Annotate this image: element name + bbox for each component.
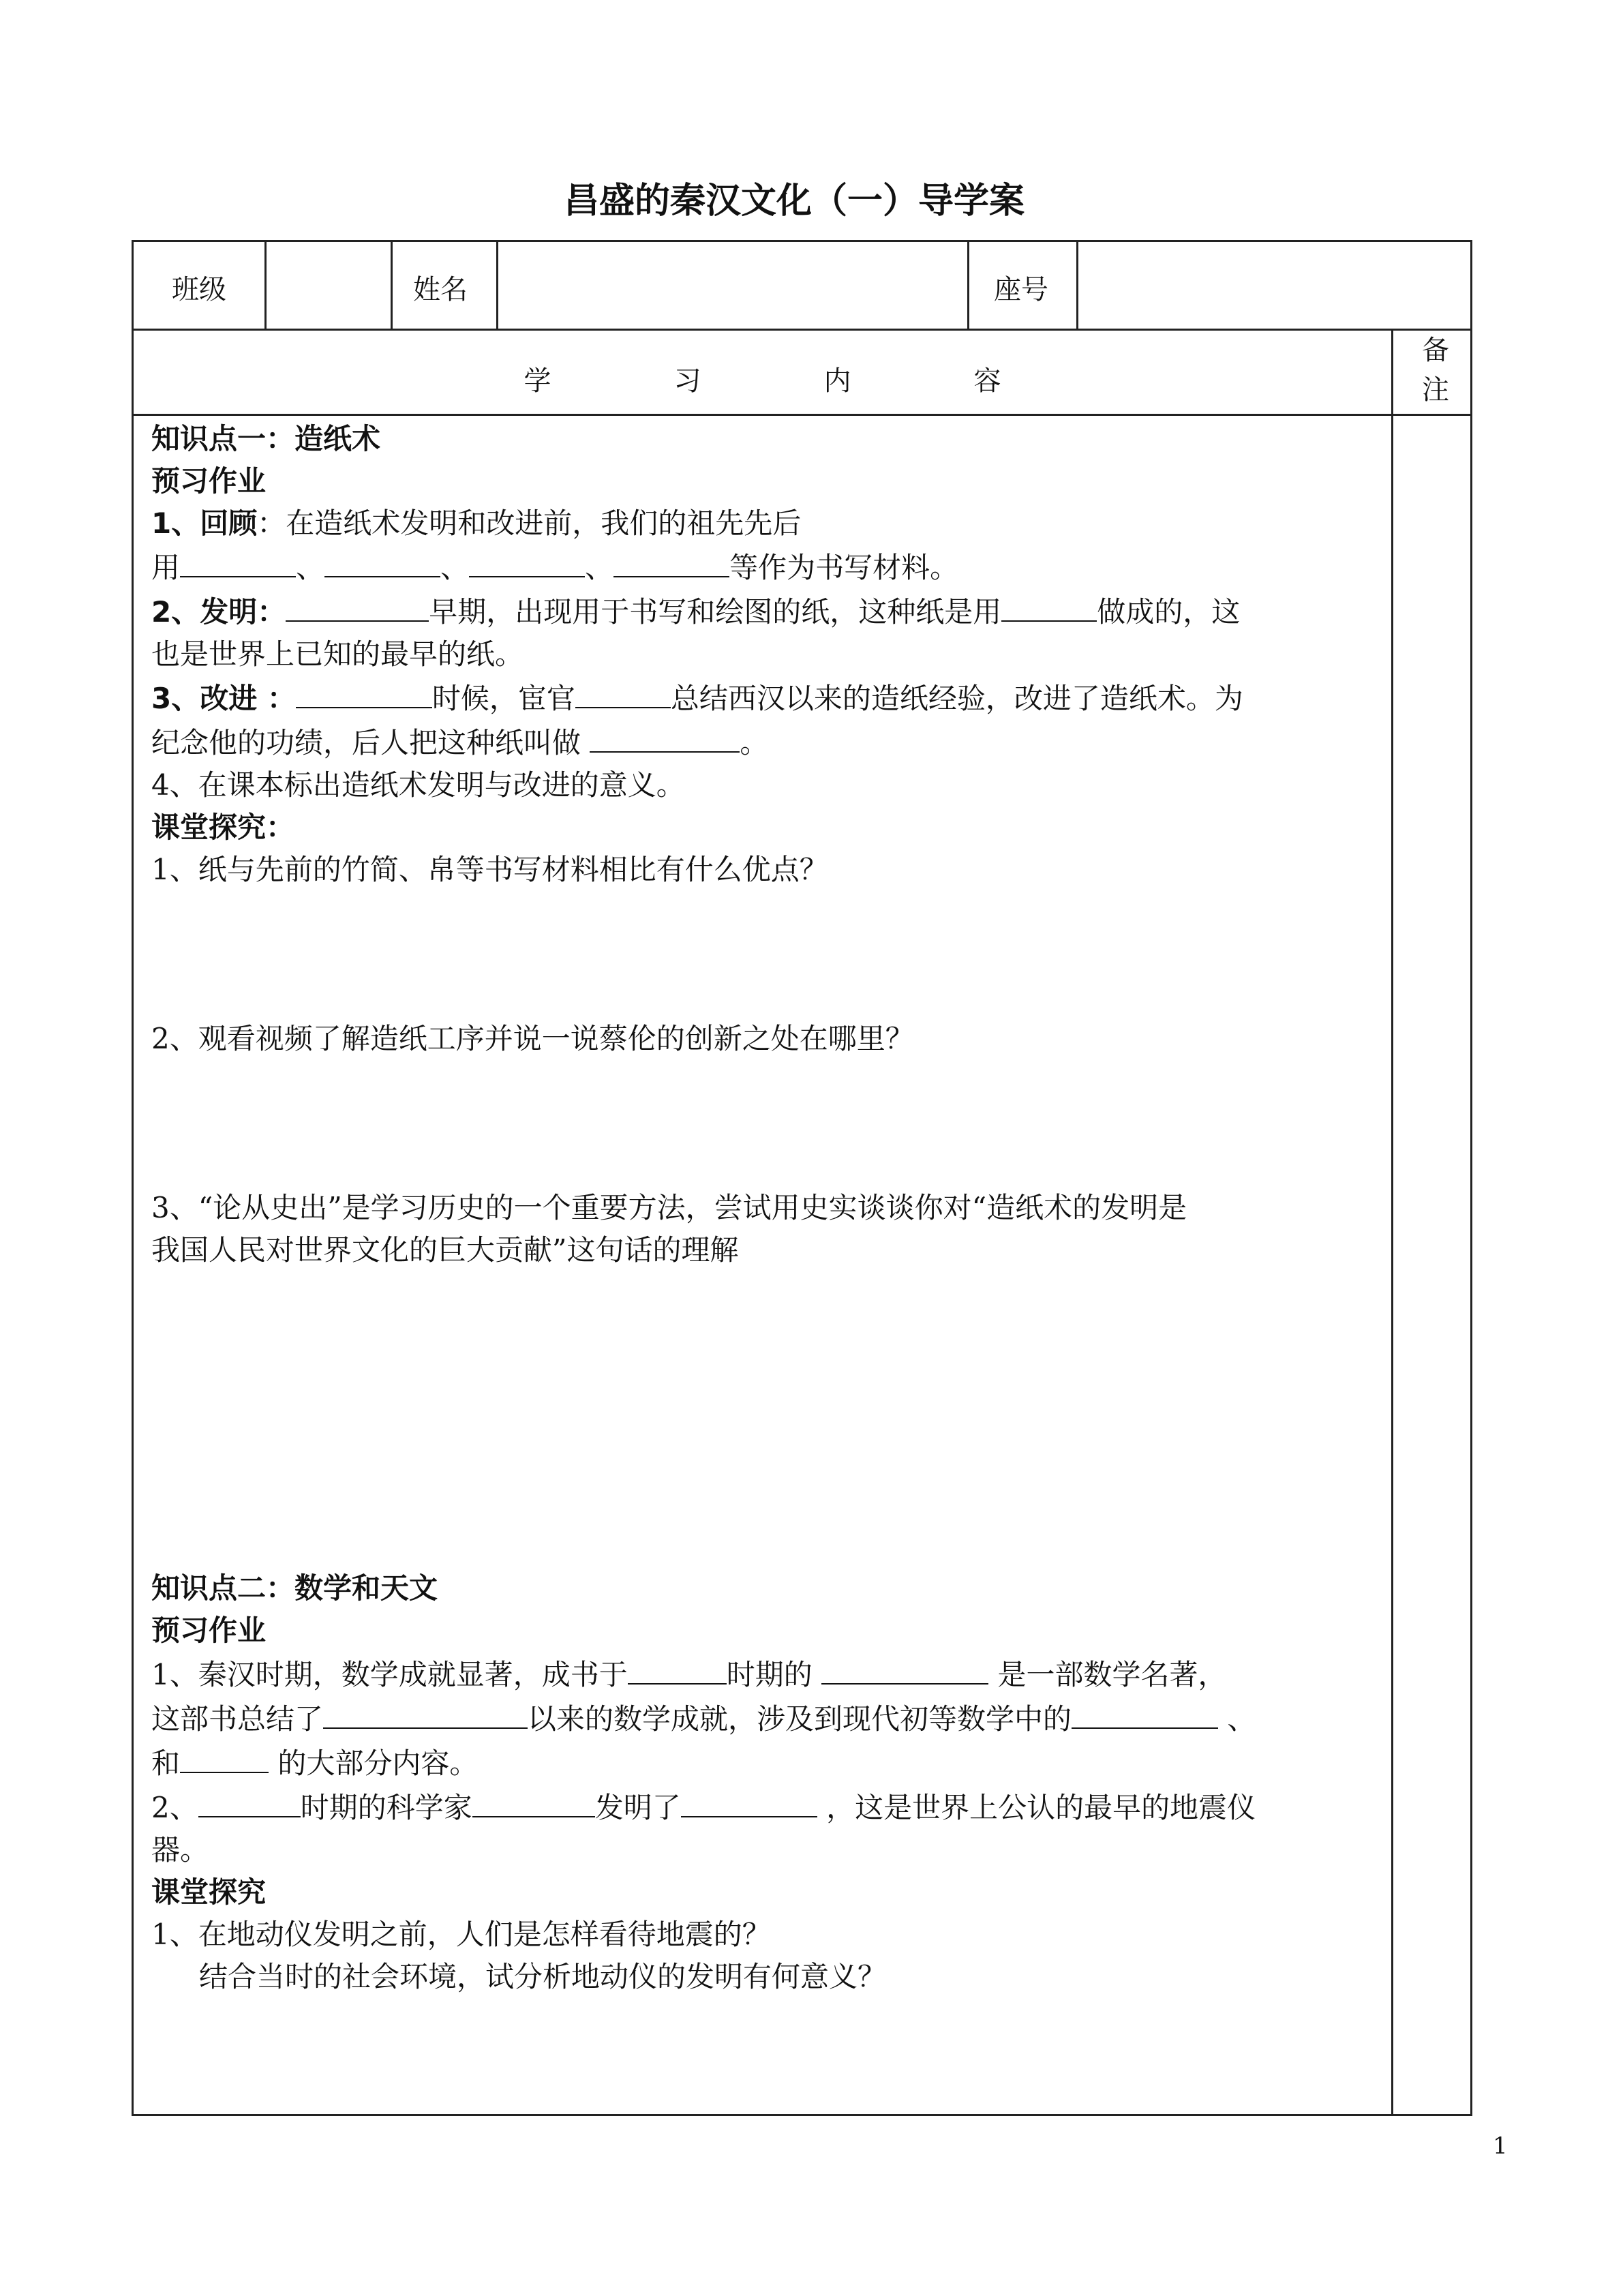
answer-blank[interactable] — [286, 589, 429, 622]
question — [151, 589, 1378, 633]
question — [151, 676, 1378, 720]
page-number: 1 — [1493, 2132, 1508, 2160]
question-text: 纪念他的功绩，后人把这种纸叫做 — [151, 726, 581, 759]
inquiry-question: 1、在地动仪发明之前，人们是怎样看待地震的？ — [151, 1918, 771, 1951]
answer-blank[interactable] — [324, 545, 440, 577]
question-line: 器。 — [151, 1833, 209, 1867]
question-text: 发明了 — [594, 1791, 681, 1824]
header-row-divider — [134, 329, 1470, 331]
question-text: 。 — [740, 726, 769, 759]
question-text: 2、 — [151, 1791, 198, 1824]
separator: 、 — [296, 551, 325, 584]
question-number: 1、回顾 — [151, 507, 258, 540]
answer-blank[interactable] — [472, 1785, 595, 1817]
inquiry-question: 1、纸与先前的竹简、帛等书写材料相比有什么优点？ — [151, 853, 828, 886]
question-line — [151, 1696, 1378, 1740]
question-text: 1、秦汉时期，数学成就显著，成书于 — [151, 1658, 628, 1691]
inquiry-question-line: 结合当时的社会环境，试分析地动仪的发明有何意义？ — [199, 1960, 887, 1993]
answer-blank[interactable] — [469, 545, 585, 577]
seat-field[interactable] — [1095, 268, 1449, 309]
inquiry-question: 3、“论从史出”是学习历史的一个重要方法，尝试用史实谈谈你对“造纸术的发明是 — [151, 1191, 1187, 1224]
question-text: 时期的科学家 — [300, 1791, 472, 1824]
separator: 、 — [440, 551, 470, 584]
question-text: 的大部分内容。 — [277, 1747, 479, 1780]
answer-blank[interactable] — [681, 1785, 817, 1817]
question-number: 2、发明： — [151, 595, 286, 629]
answer-blank[interactable] — [1001, 589, 1097, 622]
answer-blank[interactable] — [613, 545, 729, 577]
column-divider — [967, 242, 969, 329]
answer-blank[interactable] — [180, 545, 296, 577]
answer-blank[interactable] — [590, 720, 740, 753]
question-line — [151, 545, 1378, 589]
heading-char: 学 — [524, 365, 551, 397]
question — [151, 502, 1378, 545]
question-line: 也是世界上已知的最早的纸。 — [151, 637, 524, 671]
inquiry-heading: 课堂探究 — [151, 1875, 267, 1909]
inquiry-question-line: 我国人民对世界文化的巨大贡献”这句话的理解 — [151, 1233, 739, 1267]
question-line — [151, 1740, 1378, 1785]
question: 4、在课本标出造纸术发明与改进的意义。 — [151, 768, 685, 802]
question-text: 是一部数学名著， — [997, 1658, 1227, 1691]
heading-row-divider — [134, 414, 1470, 416]
question-line — [151, 720, 1378, 764]
notes-heading-char: 注 — [1422, 374, 1449, 406]
column-divider — [264, 242, 267, 329]
section-title: 知识点一：造纸术 — [151, 422, 381, 455]
answer-blank[interactable] — [296, 676, 432, 708]
answer-blank[interactable] — [628, 1652, 727, 1685]
question-text: ：在造纸术发明和改进前，我们的祖先先后 — [257, 507, 802, 540]
study-content — [151, 418, 1378, 1998]
question-text: 以来的数学成就，涉及到现代初等数学中的 — [528, 1702, 1072, 1736]
answer-space[interactable] — [151, 1060, 1378, 1187]
class-label: 班级 — [172, 274, 226, 305]
inquiry-question: 2、观看视频了解造纸工序并说一说蔡伦的创新之处在哪里？ — [151, 1022, 914, 1055]
worksheet-title: 昌盛的秦汉文化（一）导学案 — [563, 181, 1025, 222]
answer-blank[interactable] — [198, 1785, 301, 1817]
preview-heading: 预习作业 — [151, 464, 267, 498]
question-text: 时期的 — [726, 1658, 813, 1691]
question — [151, 1652, 1378, 1696]
question-text: 时候，宦官 — [431, 682, 575, 715]
heading-char: 习 — [673, 365, 701, 397]
answer-space[interactable] — [151, 891, 1378, 1018]
answer-blank[interactable] — [575, 676, 671, 708]
heading-char: 内 — [823, 365, 851, 397]
question — [151, 1785, 1378, 1829]
notes-heading-char: 备 — [1422, 335, 1449, 366]
answer-blank[interactable] — [1072, 1696, 1218, 1729]
question-text: 这部书总结了 — [151, 1702, 324, 1736]
preview-heading: 预习作业 — [151, 1614, 267, 1647]
question-text: ，这是世界上公认的最早的地震仪 — [826, 1791, 1256, 1824]
question-text: 、 — [1227, 1702, 1256, 1736]
question-text: 做成的，这 — [1097, 595, 1241, 629]
class-field[interactable] — [289, 268, 384, 309]
worksheet-table — [132, 240, 1472, 2116]
section-title: 知识点二：数学和天文 — [151, 1571, 438, 1605]
question-text: 早期，出现用于书写和绘图的纸，这种纸是用 — [429, 595, 1002, 629]
question-text: 和 — [151, 1747, 181, 1780]
seat-label: 座号 — [994, 274, 1048, 305]
answer-blank[interactable] — [821, 1652, 988, 1685]
notes-heading — [1398, 331, 1473, 410]
name-label: 姓名 — [413, 274, 468, 305]
answer-blank[interactable] — [323, 1696, 528, 1729]
column-divider — [391, 242, 393, 329]
answer-space[interactable] — [151, 1271, 1378, 1567]
question-number: 3、改进 ： — [151, 682, 296, 715]
question-text: 等作为书写材料。 — [729, 551, 959, 584]
separator: 、 — [585, 551, 614, 584]
answer-blank[interactable] — [180, 1740, 269, 1773]
note-column-divider — [1391, 329, 1393, 2116]
question-text: 总结西汉以来的造纸经验，改进了造纸术。为 — [670, 682, 1243, 715]
heading-char: 容 — [973, 365, 1001, 397]
question-text: 用 — [151, 551, 181, 584]
column-divider — [1076, 242, 1078, 329]
column-divider — [496, 242, 498, 329]
name-field[interactable] — [515, 268, 952, 309]
inquiry-heading: 课堂探究： — [151, 811, 295, 844]
study-content-heading — [134, 344, 1391, 412]
